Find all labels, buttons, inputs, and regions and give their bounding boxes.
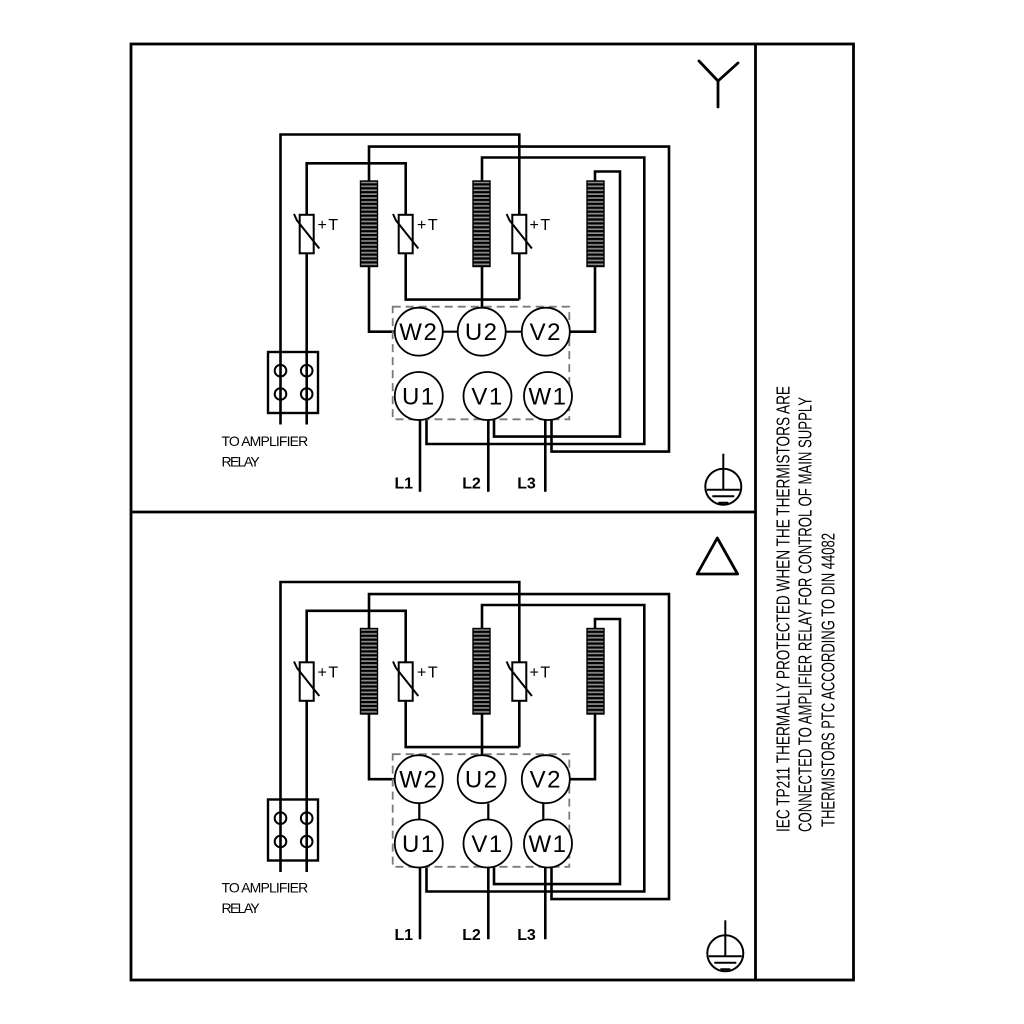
side-note-line2: CONNECTED TO AMPLIFIER RELAY FOR CONTROL OF MAIN SUPPLY — [795, 237, 816, 832]
thermistor-label: +T — [529, 217, 552, 234]
supply-line-label-l1: L1 — [394, 927, 413, 944]
supply-line-label-l3: L3 — [517, 475, 536, 493]
terminal-label-v2: V2 — [529, 766, 562, 794]
supply-line-label-l3: L3 — [517, 927, 536, 944]
terminal-label-u2: U2 — [464, 766, 499, 794]
supply-line-label-l2: L2 — [462, 475, 481, 493]
supply-line-label-l1: L1 — [394, 475, 413, 493]
terminal-label-v1: V1 — [471, 831, 504, 858]
supply-line-label-l2: L2 — [462, 927, 481, 944]
relay-note-line2: RELAY — [221, 453, 260, 470]
terminal-label-w1: W1 — [528, 383, 568, 411]
thermistor-label: +T — [317, 217, 340, 234]
terminal-label-v1: V1 — [471, 383, 504, 411]
thermistor-label: +T — [417, 217, 440, 234]
relay-note-line1: TO AMPLIFIER — [221, 433, 309, 449]
side-note-line1: IEC TP211 THERMALLY PROTECTED WHEN THE THERMISTORS ARE — [773, 241, 794, 832]
thermistor-label: +T — [529, 664, 552, 682]
side-note-line3: THERMISTORS PTC ACCORDING TO DIN 44082 — [818, 420, 839, 827]
terminal-label-w1: W1 — [528, 831, 568, 858]
terminal-label-u1: U1 — [401, 383, 436, 411]
terminal-label-u1: U1 — [401, 831, 436, 858]
terminal-label-v2: V2 — [529, 319, 562, 347]
relay-note-line1: TO AMPLIFIER — [221, 879, 309, 896]
thermistor-label: +T — [317, 664, 340, 682]
relay-note-line2: RELAY — [221, 899, 260, 916]
terminal-label-w2: W2 — [399, 766, 439, 794]
terminal-label-u2: U2 — [464, 319, 499, 347]
thermistor-label: +T — [417, 664, 440, 682]
terminal-label-w2: W2 — [399, 319, 439, 347]
